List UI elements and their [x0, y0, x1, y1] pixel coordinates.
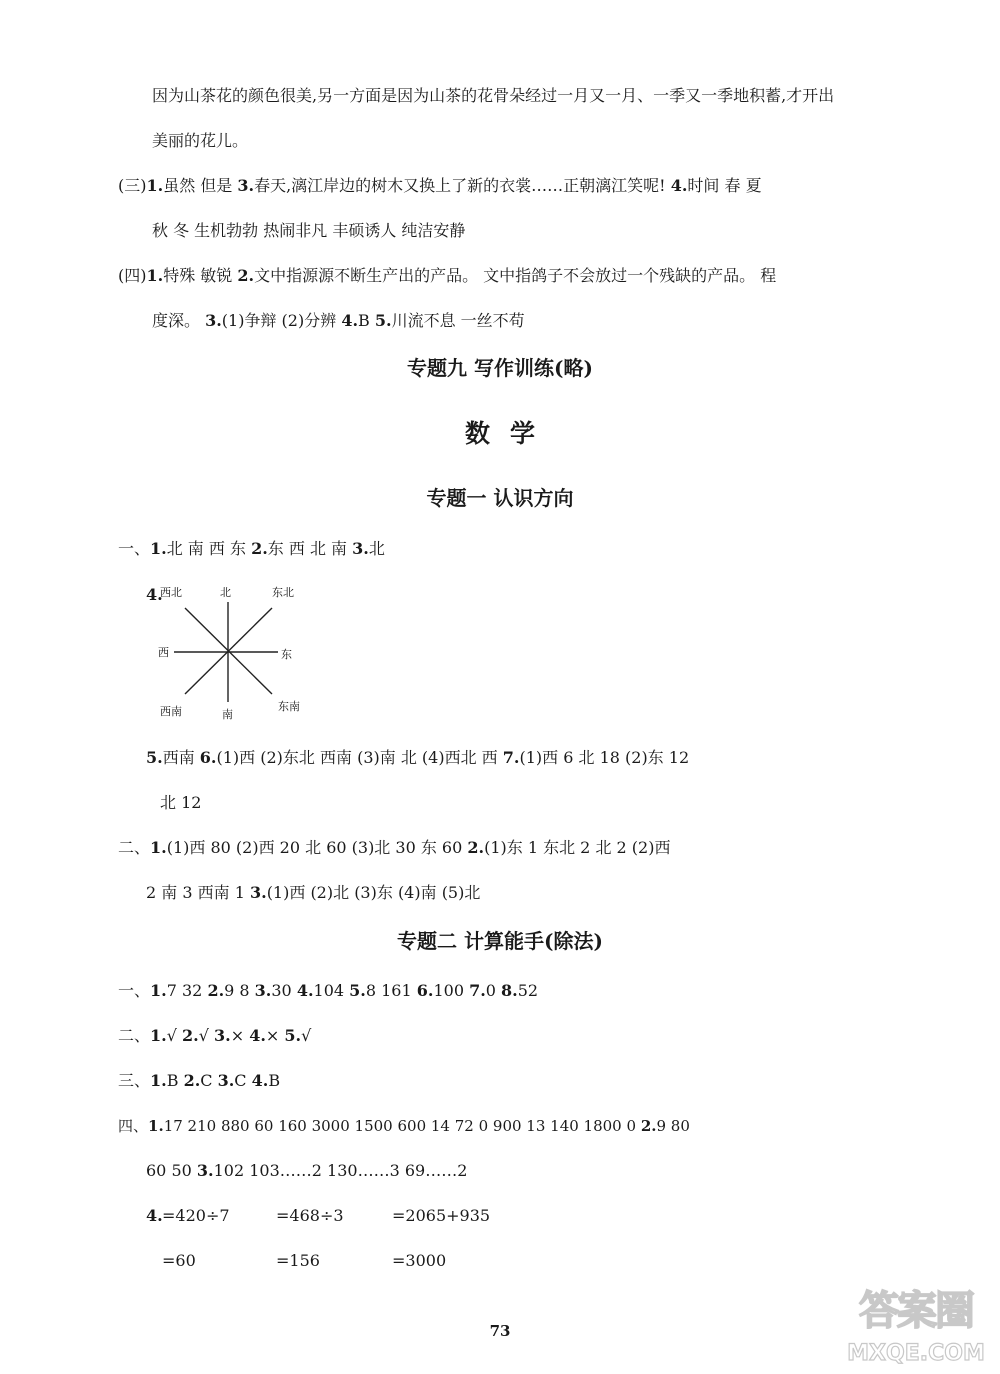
answer: 西南: [162, 748, 200, 767]
question-number: 1.: [146, 266, 164, 285]
section-lead: (三): [118, 176, 147, 195]
question-number: 3.: [254, 981, 272, 1000]
answer: ×: [230, 1026, 250, 1045]
question-number: 4.: [251, 1071, 269, 1090]
answer: 104: [313, 981, 350, 1000]
compass-diagram: [150, 580, 320, 725]
answer: (1)争辩 (2)分辨: [221, 311, 342, 330]
question-number: 1.: [150, 1026, 167, 1045]
answer: B: [166, 1071, 184, 1090]
topic-title: 专题一 认识方向: [426, 486, 574, 510]
answer: √: [166, 1026, 182, 1045]
question-number: 3.: [352, 539, 369, 558]
page-number: 73: [489, 1322, 511, 1340]
answer: (1)西 80 (2)西 20 北 60 (3)北 30 东 60: [166, 838, 468, 857]
answer: 100: [433, 981, 470, 1000]
answer: 时间 春 夏: [687, 176, 762, 195]
answer: √: [198, 1026, 214, 1045]
section-lead: 二、: [118, 838, 151, 857]
answer: C: [234, 1071, 252, 1090]
question-number: 5.: [284, 1026, 302, 1045]
direction-label-southwest: 西南: [160, 705, 182, 718]
question-number: 2.: [251, 539, 268, 558]
answer-line: [118, 1114, 690, 1138]
answer: 7 32: [166, 981, 208, 1000]
section-lead: (四): [118, 266, 147, 285]
svg-text:答案圈: 答案圈: [859, 1288, 973, 1334]
question-number: 2.: [183, 1071, 201, 1090]
answer: C: [200, 1071, 218, 1090]
direction-label-south: 南: [222, 708, 233, 721]
answer-line: [118, 174, 762, 198]
question-number: 2.: [207, 981, 225, 1000]
question-number: 2.: [182, 1026, 199, 1045]
answer-line: [118, 264, 776, 288]
answer-line: [118, 537, 385, 561]
answer: B: [268, 1071, 281, 1090]
section-lead: 三、: [118, 1071, 151, 1090]
answer-line: [118, 979, 538, 1003]
answer: 度深。: [152, 311, 206, 330]
answer-line: [146, 1159, 467, 1183]
question-number: 6.: [416, 981, 434, 1000]
question-number: 7.: [469, 981, 486, 1000]
topic-title: 专题九 写作训练(略): [407, 356, 593, 380]
question-number: 3.: [237, 176, 255, 195]
question-number: 5.: [146, 748, 163, 767]
equation-step: =420÷7: [162, 1206, 230, 1225]
direction-label-northwest: 西北: [160, 586, 182, 599]
answer: (1)东 1 东北 2 北 2 (2)西: [484, 838, 671, 857]
answer-line: 北 12: [160, 793, 202, 812]
question-number: 6.: [199, 748, 217, 767]
question-number: 7.: [502, 748, 520, 767]
direction-label-west: 西: [158, 646, 169, 659]
answer: 17 210 880 60 160 3000 1500 600 14 72 0 900 13 140 1800 0: [163, 1117, 641, 1135]
answer: 0: [485, 981, 502, 1000]
answer: 2 南 3 西南 1: [146, 883, 250, 902]
answer: 102 103……2 130……3 69……2: [213, 1161, 468, 1180]
section-lead: 一、: [118, 539, 151, 558]
question-number: 4.: [146, 585, 163, 604]
equation-result: =3000: [392, 1251, 447, 1270]
answer: 8 161: [365, 981, 417, 1000]
answer-line: [152, 309, 525, 333]
question-number: 1.: [150, 1071, 167, 1090]
answer: 东 西 北 南: [267, 539, 353, 558]
question-number: 1.: [150, 981, 167, 1000]
answer: B: [358, 311, 375, 330]
question-number: 5.: [374, 311, 392, 330]
watermark-logo: [824, 1278, 994, 1368]
question-number: 3.: [217, 1071, 235, 1090]
question-number: 5.: [349, 981, 366, 1000]
answer-line: [118, 1069, 280, 1093]
answer-line: 秋 冬 生机勃勃 热闹非凡 丰硕诱人 纯洁安静: [152, 221, 466, 240]
question-number: 4.: [341, 311, 359, 330]
topic-title: 专题二 计算能手(除法): [397, 929, 603, 953]
answer: 9 80: [656, 1117, 690, 1135]
question-number: 3.: [249, 883, 267, 902]
section-lead: 二、: [118, 1026, 151, 1045]
direction-label-east: 东: [281, 648, 292, 661]
answer: 30: [271, 981, 297, 1000]
question-number: 4.: [296, 981, 314, 1000]
answer: 虽然 但是: [163, 176, 238, 195]
answer: 9 8: [224, 981, 255, 1000]
answer: 北: [368, 539, 385, 558]
question-number: 8.: [501, 981, 518, 1000]
answer: ×: [265, 1026, 285, 1045]
question-number: 1.: [146, 176, 164, 195]
answer-line: [146, 881, 480, 905]
svg-text:MXQE.COM: MXQE.COM: [847, 1341, 985, 1366]
answer: 60 50: [146, 1161, 197, 1180]
answer: (1)西 (2)北 (3)东 (4)南 (5)北: [266, 883, 481, 902]
answer: 特殊 敏锐: [163, 266, 238, 285]
direction-label-northeast: 东北: [272, 586, 294, 599]
equation-result: =156: [276, 1251, 320, 1270]
paragraph-continuation-end: 美丽的花儿。: [152, 131, 249, 150]
section-lead: 一、: [118, 981, 151, 1000]
question-number: 3.: [213, 1026, 231, 1045]
direction-label-southeast: 东南: [278, 700, 300, 713]
question-number: 1.: [148, 1117, 164, 1135]
question-number: 4.: [146, 1206, 163, 1225]
paragraph-continuation: 因为山茶花的颜色很美,另一方面是因为山茶的花骨朵经过一月又一月、一季又一季地积蓄,才开出: [152, 86, 835, 105]
section-lead: 四、: [118, 1117, 149, 1135]
equation-result: =60: [162, 1251, 196, 1270]
answer: 北 南 西 东: [166, 539, 252, 558]
answer: 52: [517, 981, 539, 1000]
question-number: 1.: [150, 838, 167, 857]
question-number: 4.: [249, 1026, 266, 1045]
compass-lines: [174, 602, 278, 702]
answer-line: [118, 836, 670, 860]
question-number: 4.: [670, 176, 688, 195]
answer: 文中指源源不断生产出的产品。 文中指鸽子不会放过一个残缺的产品。 程: [254, 266, 777, 285]
question-number: 3.: [196, 1161, 214, 1180]
question-number: 2.: [640, 1117, 657, 1135]
answer: (1)西 6 北 18 (2)东 12: [519, 748, 690, 767]
direction-label-north: 北: [220, 586, 231, 599]
equation-step: =468÷3: [276, 1206, 344, 1225]
answer: (1)西 (2)东北 西南 (3)南 北 (4)西北 西: [216, 748, 503, 767]
question-number: 2.: [467, 838, 485, 857]
answer-line: [118, 1024, 311, 1048]
question-number: 2.: [237, 266, 255, 285]
answer: √: [301, 1026, 312, 1045]
subject-title: 数学: [464, 419, 555, 448]
question-number: 3.: [205, 311, 222, 330]
answer: 春天,漓江岸边的树木又换上了新的衣裳……正朝漓江笑呢!: [254, 176, 671, 195]
answer-line: [146, 746, 689, 770]
question-number: 1.: [150, 539, 167, 558]
answer: 川流不息 一丝不苟: [391, 311, 525, 330]
equation-step: =2065+935: [392, 1206, 491, 1225]
